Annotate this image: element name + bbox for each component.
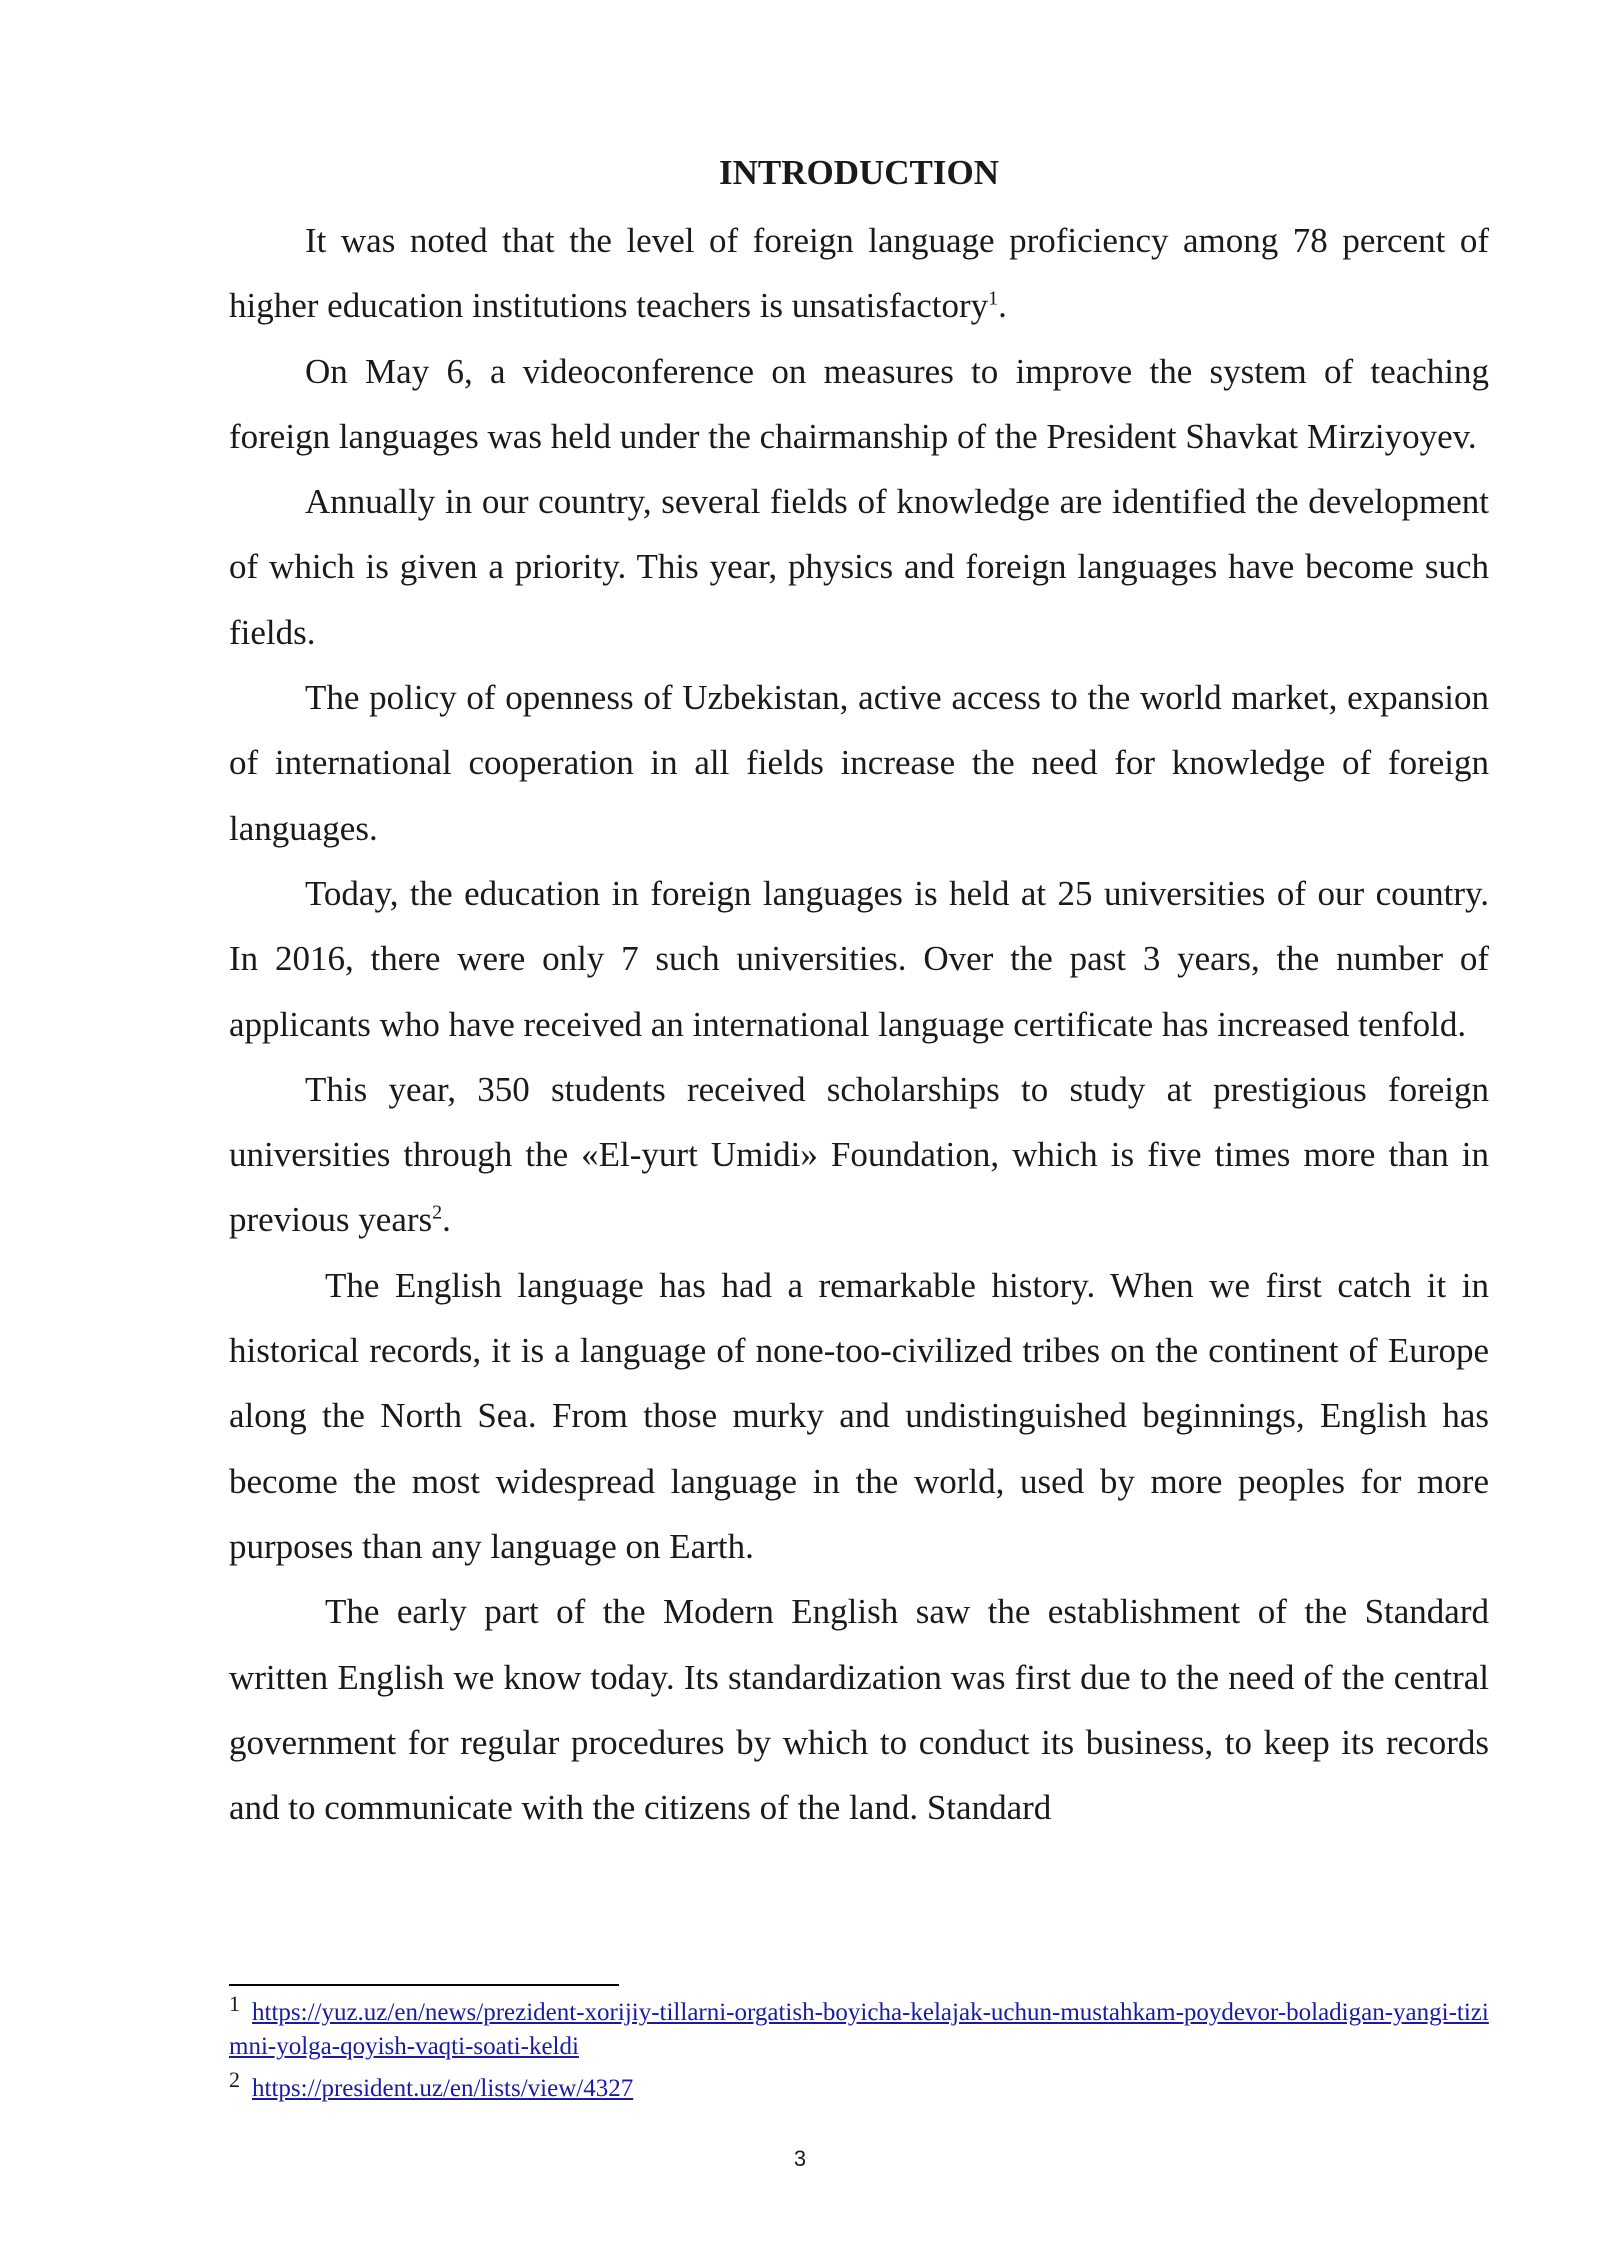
page-number: 3: [793, 2146, 807, 2171]
footnotes: [229, 1990, 1489, 2114]
section-title: INTRODUCTION: [718, 153, 1000, 192]
footnote: [229, 2066, 1489, 2106]
paragraph: Today, the education in foreign languages is held at 25 universities of our country. In 2016, there were only 7 such universities. Over the past 3 years, the number of applicants who have received an international language certificate has increased tenfold.: [229, 873, 1489, 1044]
paragraph: The early part of the Modern English saw the establishment of the Standard written English we know today. Its standardization was first due to the need of the central government for regular procedures by which to conduct its business, to keep its records and to communicate with the citizens of the land. Standard: [229, 1592, 1489, 1828]
footnote-reference[interactable]: 1: [988, 287, 999, 310]
body-text: [229, 208, 1489, 1840]
paragraph-text: This year, 350 students received scholarships to study at prestigious foreign universities through the «El-yurt Umidi» Foundation, which is five times more than in previous years: [229, 1069, 1489, 1240]
footnote-separator: [229, 1984, 619, 1986]
footnote: [229, 1990, 1489, 2064]
paragraph: [229, 1057, 1489, 1253]
footnote-reference[interactable]: 2: [432, 1201, 443, 1224]
footnote-mark: 1: [229, 1990, 240, 2016]
paragraph-text: It was noted that the level of foreign language proficiency among 78 percent of higher education institutions teachers is unsatisfactory: [229, 221, 1489, 326]
paragraph: [229, 208, 1489, 339]
footnote-link[interactable]: https://president.uz/en/lists/view/4327: [252, 2075, 634, 2102]
paragraph-end: .: [998, 286, 1007, 326]
paragraph: Annually in our country, several fields of knowledge are identified the development of which is given a priority. This year, physics and foreign languages have become such fields.: [229, 482, 1489, 652]
paragraph: On May 6, a videoconference on measures to improve the system of teaching foreign languages was held under the chairmanship of the President Shavkat Mirziyoyev.: [229, 351, 1489, 456]
paragraph-end: .: [442, 1200, 451, 1240]
footnote-link[interactable]: https://yuz.uz/en/news/prezident-xorijiy-tillarni-orgatish-boyicha-kelajak-uchun-mustahkam-poydevor-boladigan-yangi-tizimni-yolga-qoyish-vaqti-soati-keldi: [229, 1999, 1489, 2060]
paragraph: The English language has had a remarkable history. When we first catch it in historical records, it is a language of none-too-civilized tribes on the continent of Europe along the North Sea. From those murky and undistinguished beginnings, English has become the most widespread language in the world, used by more peoples for more purposes than any language on Earth.: [229, 1265, 1489, 1566]
footnote-mark: 2: [229, 2066, 240, 2092]
paragraph: The policy of openness of Uzbekistan, active access to the world market, expansion of international cooperation in all fields increase the need for knowledge of foreign languages.: [229, 678, 1489, 848]
